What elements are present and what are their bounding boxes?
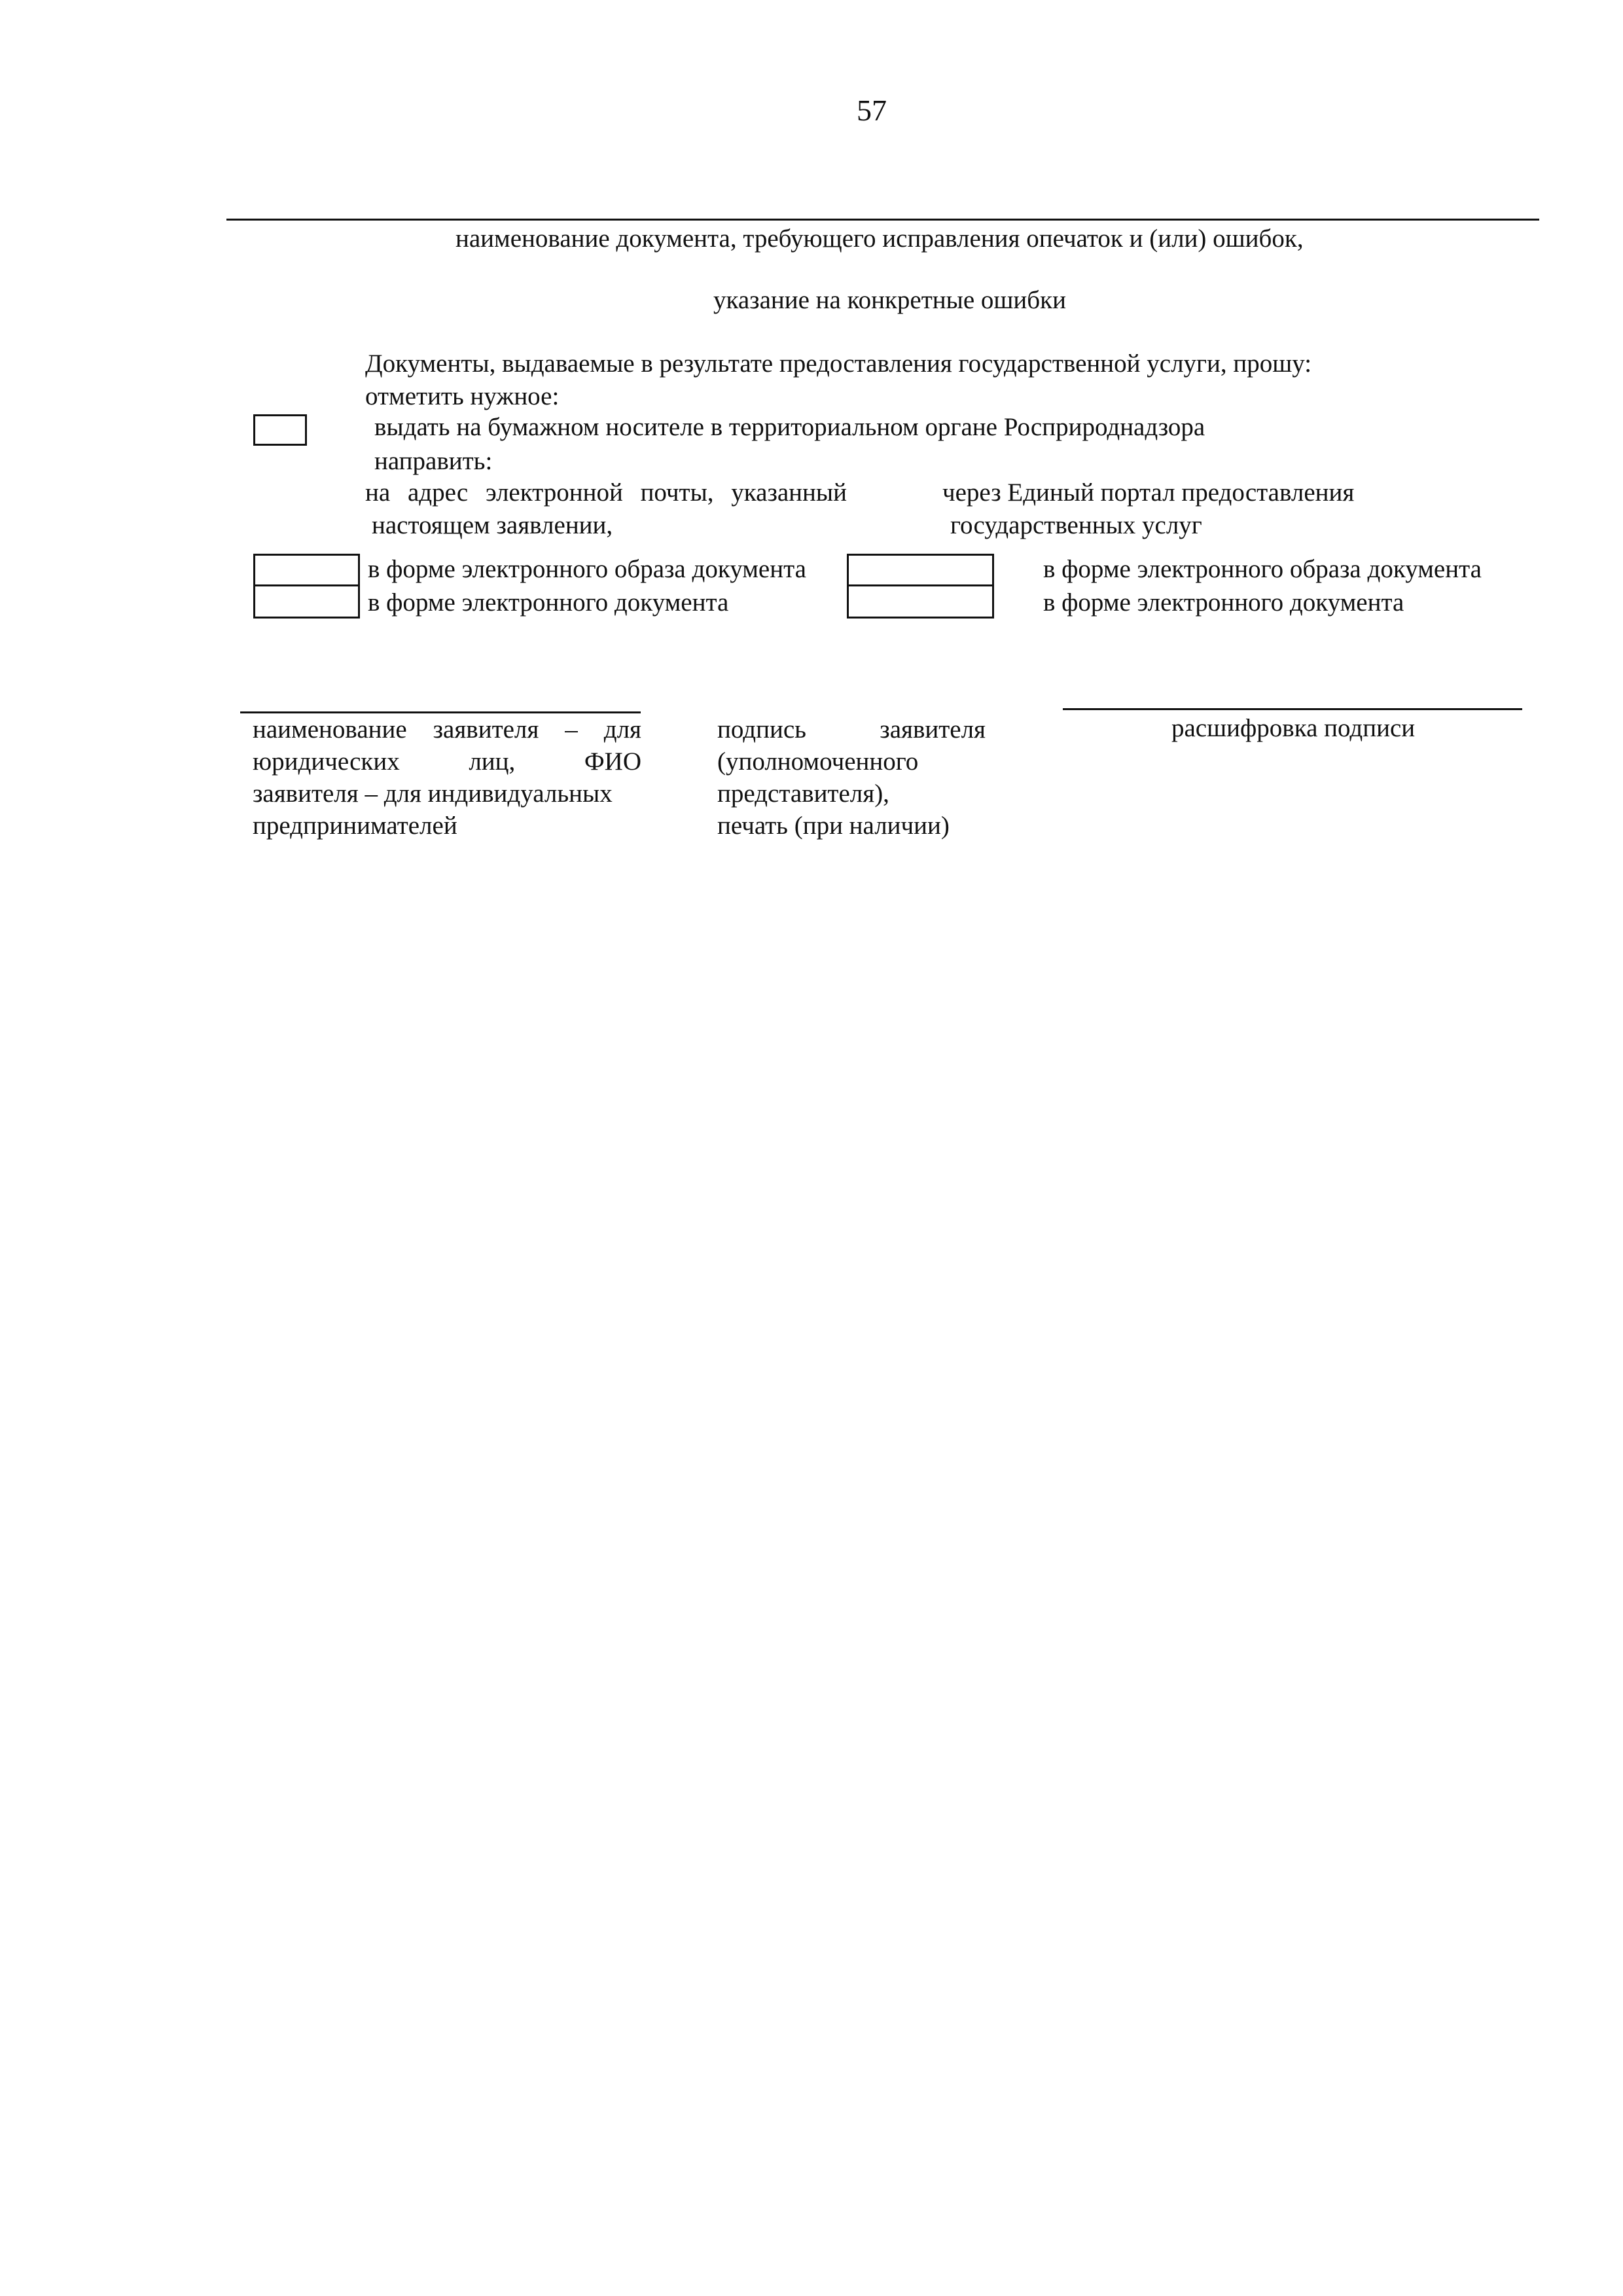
portal-column-subtitle: государственных услуг (950, 511, 1202, 539)
signature-decode-caption: расшифровка подписи (1171, 714, 1416, 742)
email-title-word: электронной (485, 478, 623, 507)
portal-document-checkbox[interactable] (847, 584, 994, 619)
email-title-word: адрес (407, 478, 469, 507)
portal-image-checkbox[interactable] (847, 554, 994, 586)
caption-line: предпринимателей (253, 812, 457, 840)
portal-image-option-label: в форме электронного образа документа (1043, 555, 1482, 583)
document-name-caption: наименование документа, требующего исправления опечаток и (или) ошибок, (455, 224, 1304, 253)
portal-column-title: через Единый портал предоставления (942, 478, 1355, 507)
caption-word: для (603, 715, 641, 744)
email-column-title (365, 478, 847, 507)
caption-line: (уполномоченного (717, 747, 919, 776)
caption-word: заявителя (433, 715, 539, 744)
email-image-option-label: в форме электронного образа документа (368, 555, 806, 583)
email-title-word: почты, (640, 478, 714, 507)
page-number: 57 (857, 94, 887, 127)
caption-word: юридических (253, 747, 400, 776)
caption-word: лиц, (469, 747, 516, 776)
caption-line (253, 713, 641, 745)
email-column-subtitle: настоящем заявлении, (372, 511, 613, 539)
email-title-word: на (365, 478, 391, 507)
email-document-checkbox[interactable] (253, 584, 360, 619)
paper-option-checkbox[interactable] (253, 414, 307, 446)
caption-line (717, 713, 986, 745)
signature-caption (717, 713, 986, 842)
paper-option-label: выдать на бумажном носителе в территориальном органе Росприроднадзора (374, 413, 1205, 441)
mark-needed-label: отметить нужное: (365, 382, 560, 410)
send-label: направить: (374, 447, 493, 475)
errors-caption: указание на конкретные ошибки (713, 286, 1066, 314)
email-title-word: указанный (731, 478, 847, 507)
email-image-checkbox[interactable] (253, 554, 360, 586)
caption-line: представителя), (717, 780, 889, 808)
caption-line (253, 745, 641, 778)
caption-word: – (565, 715, 578, 744)
signature-decode-line (1063, 708, 1522, 710)
document-name-line (226, 219, 1539, 221)
applicant-name-caption (253, 713, 641, 842)
caption-line: заявителя – для индивидуальных (253, 780, 613, 808)
caption-word: заявителя (880, 715, 986, 744)
caption-word: наименование (253, 715, 407, 744)
email-document-option-label: в форме электронного документа (368, 588, 729, 617)
portal-document-option-label: в форме электронного документа (1043, 588, 1404, 617)
delivery-intro: Документы, выдаваемые в результате предоставления государственной услуги, прошу: (365, 350, 1312, 378)
caption-word: ФИО (584, 747, 641, 776)
caption-line: печать (при наличии) (717, 812, 950, 840)
caption-word: подпись (717, 715, 806, 744)
